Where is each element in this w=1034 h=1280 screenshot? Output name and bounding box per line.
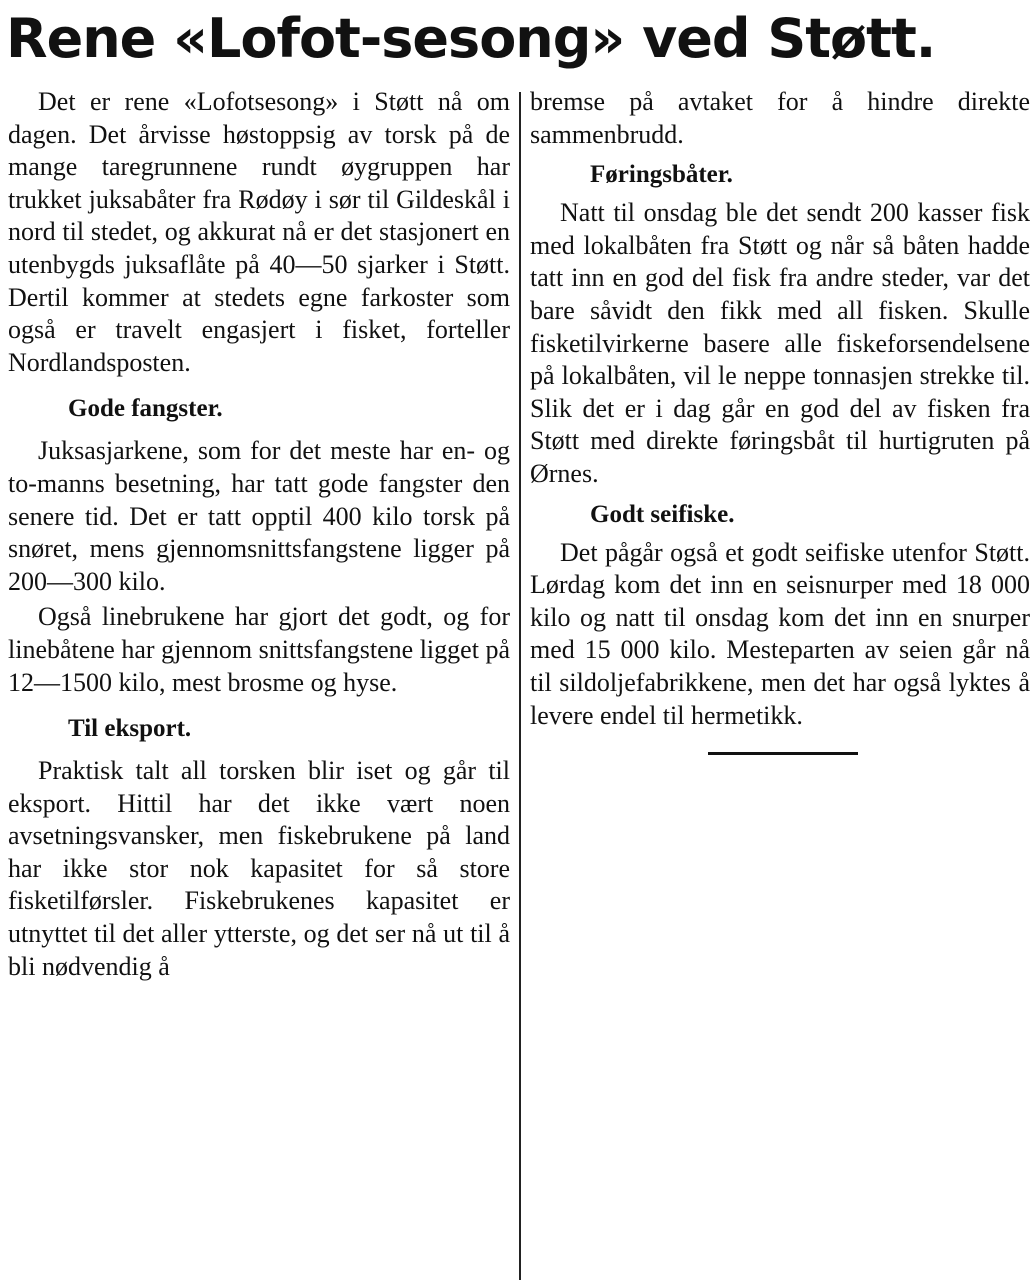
section-heading-gode-fangster: Gode fangster.	[68, 395, 223, 423]
intro-paragraph: Det er rene «Lofotsesong» i Støtt nå om dagen. Det årvisse høstoppsig av torsk på de mange taregrunnene rundt øygruppen har trukket juksabåter fra Rødøy i sør til Gildeskål i nord til stedet, og akkurat nå er det stasjonert en utenbygds juksaflåte på 40—50 sjarker i Støtt. Dertil kommer at stedets egne farkoster som også er travelt engasjert i fisket, forteller Nordlandsposten.	[8, 87, 510, 377]
headline: Rene «Lofot-sesong» ved Støtt.	[6, 7, 936, 70]
section-heading-godt-seifiske: Godt seifiske.	[590, 500, 735, 528]
section-heading-foringsbater: Føringsbåter.	[590, 161, 733, 189]
foringsbater-paragraph: Natt til onsdag ble det sendt 200 kasser fisk med lokalbåten fra Støtt og når så båten hadde tatt inn en god del fisk fra andre steder, var det bare såvidt den fikk med all fisken. Skulle fisketilvirkerne basere alle fiskeforsendelsene på lokalbåten, vil le neppe tonnasjen strekke til. Slik det er i dag går en god del av fisken fra Støtt med direkte føringsbåt til hurtigruten på Ørnes.	[530, 198, 1030, 488]
til-eksport-paragraph: Praktisk talt all torsken blir iset og går til eksport. Hittil har det ikke vært noen avsetningsvansker, men fiskebrukene på land har ikke stor nok kapasitet for så store fisketilførsler. Fiskebrukenes kapasitet er utnyttet til det aller ytterste, og det ser nå ut til å bli nødvendig å	[8, 756, 510, 981]
right-column	[530, 86, 1030, 755]
godt-seifiske-paragraph: Det pågår også et godt seifiske utenfor Støtt. Lørdag kom det inn en seisnurper med 18 000 kilo og natt til onsdag kom det inn en snurper med 15 000 kilo. Mesteparten av seien går nå til sildoljefabrikkene, men det har også lyktes å levere endel til hermetikk.	[530, 537, 1030, 730]
left-column	[8, 86, 510, 986]
end-rule	[708, 752, 858, 755]
column-divider	[519, 92, 521, 1280]
continuation-paragraph: bremse på avtaket for å hindre direkte sammenbrudd.	[530, 87, 1030, 149]
gode-fangster-paragraph-2: Også linebrukene har gjort det godt, og for linebåtene har gjennom snittsfangstene ligget på 12—1500 kilo, mest brosme og hyse.	[8, 602, 510, 697]
gode-fangster-paragraph-1: Juksasjarkene, som for det meste har en- og to-manns besetning, har tatt gode fangster den senere tid. Det er tatt opptil 400 kilo torsk på snøret, mens gjennomsnittsfangstene ligger på 200—300 kilo.	[8, 436, 510, 596]
section-heading-til-eksport: Til eksport.	[68, 715, 192, 743]
